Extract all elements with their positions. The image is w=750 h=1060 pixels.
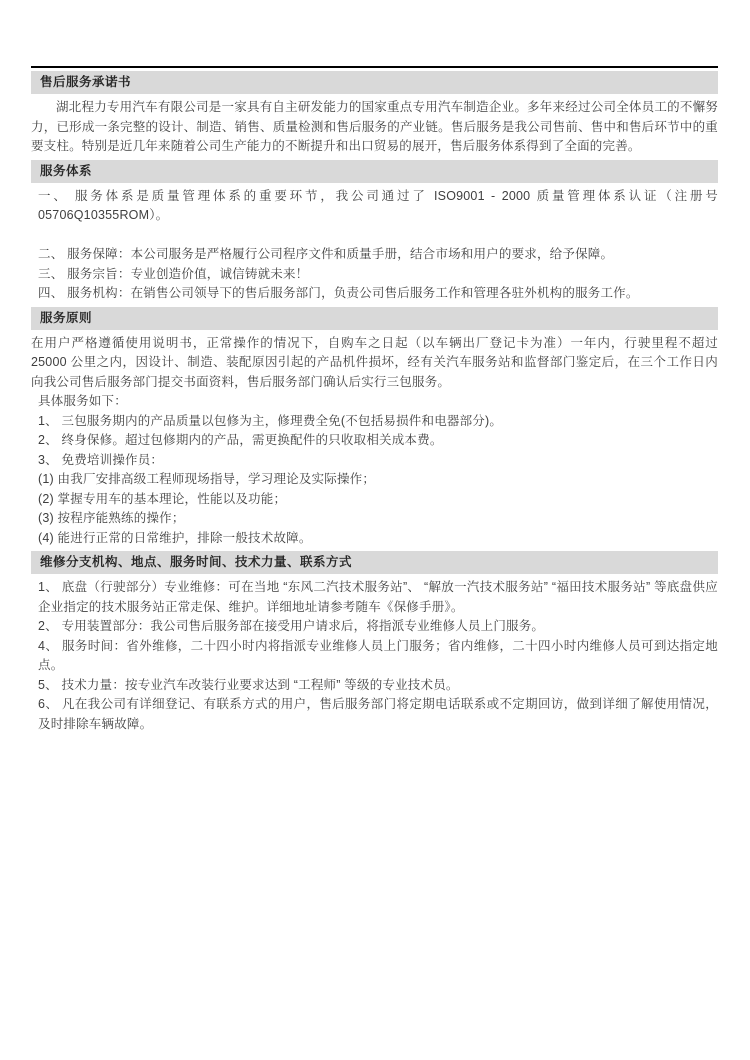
paragraph: 1、 底盘（行驶部分）专业维修：可在当地 “东风二汽技术服务站”、 “解放一汽技术服务站” “福田技术服务站” 等底盘供应企业指定的技术服务站正常走保、维护。详细地址请参考随车《保修手册》。 [38, 580, 718, 614]
document-content [31, 66, 718, 734]
paragraph: 3、 免费培训操作员： [38, 452, 164, 467]
paragraph: 2、 终身保修。超过包修期内的产品，需更换配件的只收取相关成本费。 [38, 433, 443, 447]
paragraph: 三、 服务宗旨：专业创造价值，诚信铸就未来！ [38, 266, 309, 281]
top-divider [31, 66, 718, 68]
section-heading: 服务原则 [31, 307, 718, 330]
paragraph: 1、 三包服务期内的产品质量以包修为主，修理费全免(不包括易损件和电器部分)。 [38, 413, 503, 428]
section-heading: 售后服务承诺书 [31, 71, 718, 94]
blank-line [31, 226, 718, 246]
section [31, 160, 718, 304]
paragraph: 二、 服务保障：本公司服务是严格履行公司程序文件和质量手册，结合市场和用户的要求，给予保障。 [38, 247, 614, 261]
paragraph: 5、 技术力量：按专业汽车改装行业要求达到 “工程师” 等级的专业技术员。 [38, 677, 459, 692]
section-heading: 服务体系 [31, 160, 718, 183]
paragraph: 一、 服务体系是质量管理体系的重要环节，我公司通过了 ISO9001 - 2000 质量管理体系认证（注册号 05706Q10355ROM）。 [38, 188, 718, 222]
section [31, 71, 718, 157]
paragraph: 6、 凡在我公司有详细登记、有联系方式的用户，售后服务部门将定期电话联系或不定期回访，做到详细了解使用情况，及时排除车辆故障。 [38, 697, 718, 731]
paragraph: 在用户严格遵循使用说明书，正常操作的情况下，自购车之日起（以车辆出厂登记卡为准）一年内，行驶里程不超过 25000 公里之内，因设计、制造、装配原因引起的产品机件损坏，经有关汽车服务站和监督部门鉴定后，在三个工作日内向我公司售后服务部门提交书面资料，售后服务部门确认后实行三包服务。 [31, 335, 718, 389]
paragraph: 2、 专用装置部分：我公司售后服务部在接受用户请求后，将指派专业维修人员上门服务。 [38, 619, 545, 633]
paragraph: (2) 掌握专用车的基本理论，性能以及功能； [38, 491, 287, 506]
section [31, 307, 718, 549]
section-heading: 维修分支机构、地点、服务时间、技术力量、联系方式 [31, 551, 718, 574]
paragraph: (4) 能进行正常的日常维护，排除一般技术故障。 [38, 530, 312, 545]
sections-container [31, 71, 718, 734]
paragraph: 四、 服务机构：在销售公司领导下的售后服务部门，负责公司售后服务工作和管理各驻外机构的服务工作。 [38, 286, 639, 300]
section [31, 551, 718, 734]
paragraph: 具体服务如下： [38, 394, 127, 408]
paragraph: (3) 按程序能熟练的操作； [38, 511, 185, 525]
paragraph: (1) 由我厂安排高级工程师现场指导，学习理论及实际操作； [38, 472, 376, 486]
paragraph: 4、 服务时间：省外维修，二十四小时内将指派专业维修人员上门服务；省内维修，二十四小时内维修人员可到达指定地点。 [38, 638, 718, 672]
paragraph: 湖北程力专用汽车有限公司是一家具有自主研发能力的国家重点专用汽车制造企业。多年来经过公司全体员工的不懈努力，已形成一条完整的设计、制造、销售、质量检测和售后服务的产业链。售后服务是我公司售前、售中和售后环节中的重要支柱。特别是近几年来随着公司生产能力的不断提升和出口贸易的展开，售后服务体系得到了全面的完善。 [31, 100, 718, 153]
